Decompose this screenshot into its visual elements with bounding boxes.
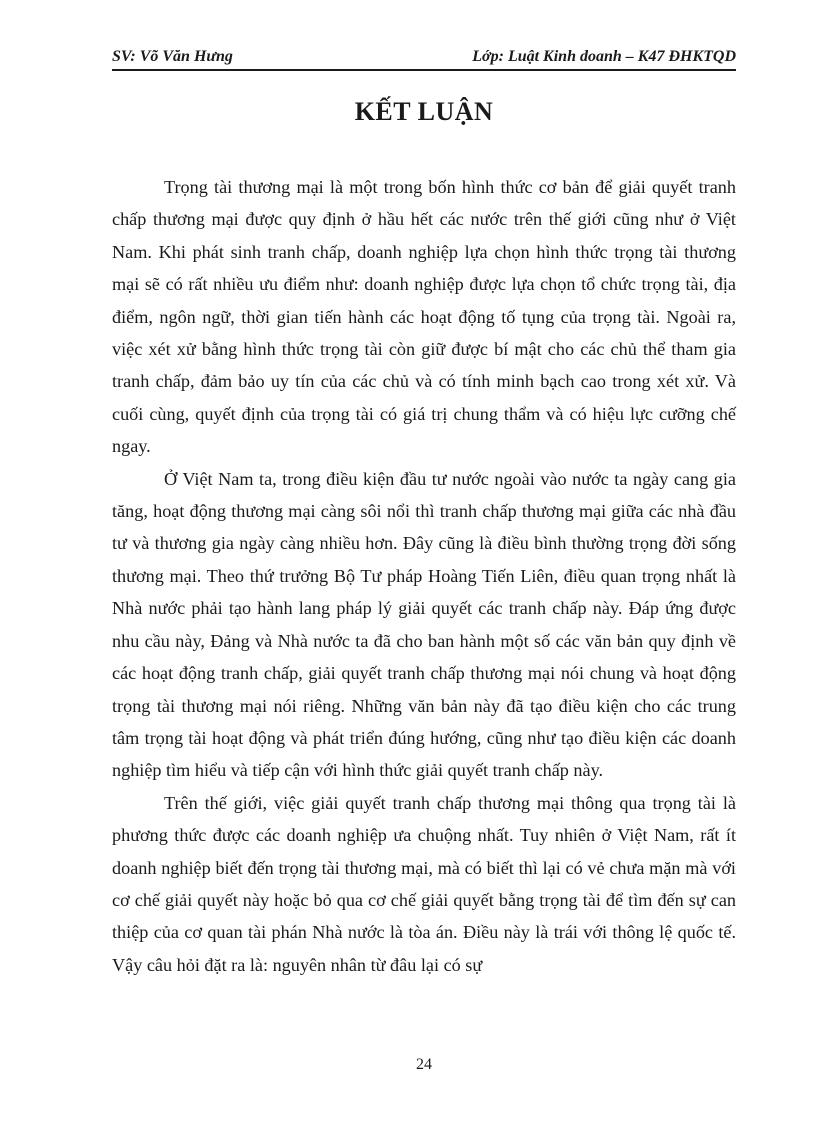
body-text	[112, 171, 736, 981]
page-number: 24	[416, 1056, 432, 1073]
page-title: KẾT LUẬN	[354, 97, 494, 126]
header-class-name: Lớp: Luật Kinh doanh – K47 ĐHKTQD	[472, 48, 736, 65]
paragraph: Trên thế giới, việc giải quyết tranh chấp thương mại thông qua trọng tài là phương thức được các doanh nghiệp ưa chuộng nhất. Tuy nhiên ở Việt Nam, rất ít doanh nghiệp biết đến trọng tài thương mại, mà có biết thì lại có vẻ chưa mặn mà với cơ chế giải quyết này hoặc bỏ qua cơ chế giải quyết bằng trọng tài để tìm đến sự can thiệp của cơ quan tài phán Nhà nước là tòa án. Điều này là trái với thông lệ quốc tế. Vậy câu hỏi đặt ra là: nguyên nhân từ đâu lại có sự	[112, 792, 736, 975]
header-divider	[112, 69, 736, 71]
running-header	[112, 46, 736, 68]
paragraph: Ở Việt Nam ta, trong điều kiện đầu tư nước ngoài vào nước ta ngày cang gia tăng, hoạt động thương mại càng sôi nổi thì tranh chấp thương mại giữa các nhà đầu tư và thương gia ngày càng nhiều hơn. Đây cũng là điều bình thường trọng đời sống thương mại. Theo thứ trưởng Bộ Tư pháp Hoàng Tiến Liên, điều quan trọng nhất là Nhà nước phải tạo hành lang pháp lý giải quyết các tranh chấp này. Đáp ứng được nhu cầu này, Đảng và Nhà nước ta đã cho ban hành một số các văn bản quy định về các hoạt động tranh chấp, giải quyết tranh chấp thương mại nói chung và hoạt động trọng tài thương mại nói riêng. Những văn bản này đã tạo điều kiện cho các trung tâm trọng tài hoạt động và phát triển đúng hướng, cũng như tạo điều kiện các doanh nghiệp tìm hiểu và tiếp cận với hình thức giải quyết tranh chấp này.	[112, 468, 736, 781]
header-student-name: SV: Võ Văn Hưng	[112, 48, 233, 65]
paragraph: Trọng tài thương mại là một trong bốn hình thức cơ bản để giải quyết tranh chấp thương mại được quy định ở hầu hết các nước trên thế giới cũng như ở Việt Nam. Khi phát sinh tranh chấp, doanh nghiệp lựa chọn hình thức trọng tài thương mại sẽ có rất nhiều ưu điểm như: doanh nghiệp được lựa chọn tổ chức trọng tài, địa điểm, ngôn ngữ, thời gian tiến hành các hoạt động tố tụng của trọng tài. Ngoài ra, việc xét xử bằng hình thức trọng tài còn giữ được bí mật cho các chủ thể tham gia tranh chấp, đảm bảo uy tín của các chủ và có tính minh bạch cao trong xét xử. Và cuối cùng, quyết định của trọng tài có giá trị chung thẩm và có hiệu lực cưỡng chế ngay.	[112, 177, 736, 457]
